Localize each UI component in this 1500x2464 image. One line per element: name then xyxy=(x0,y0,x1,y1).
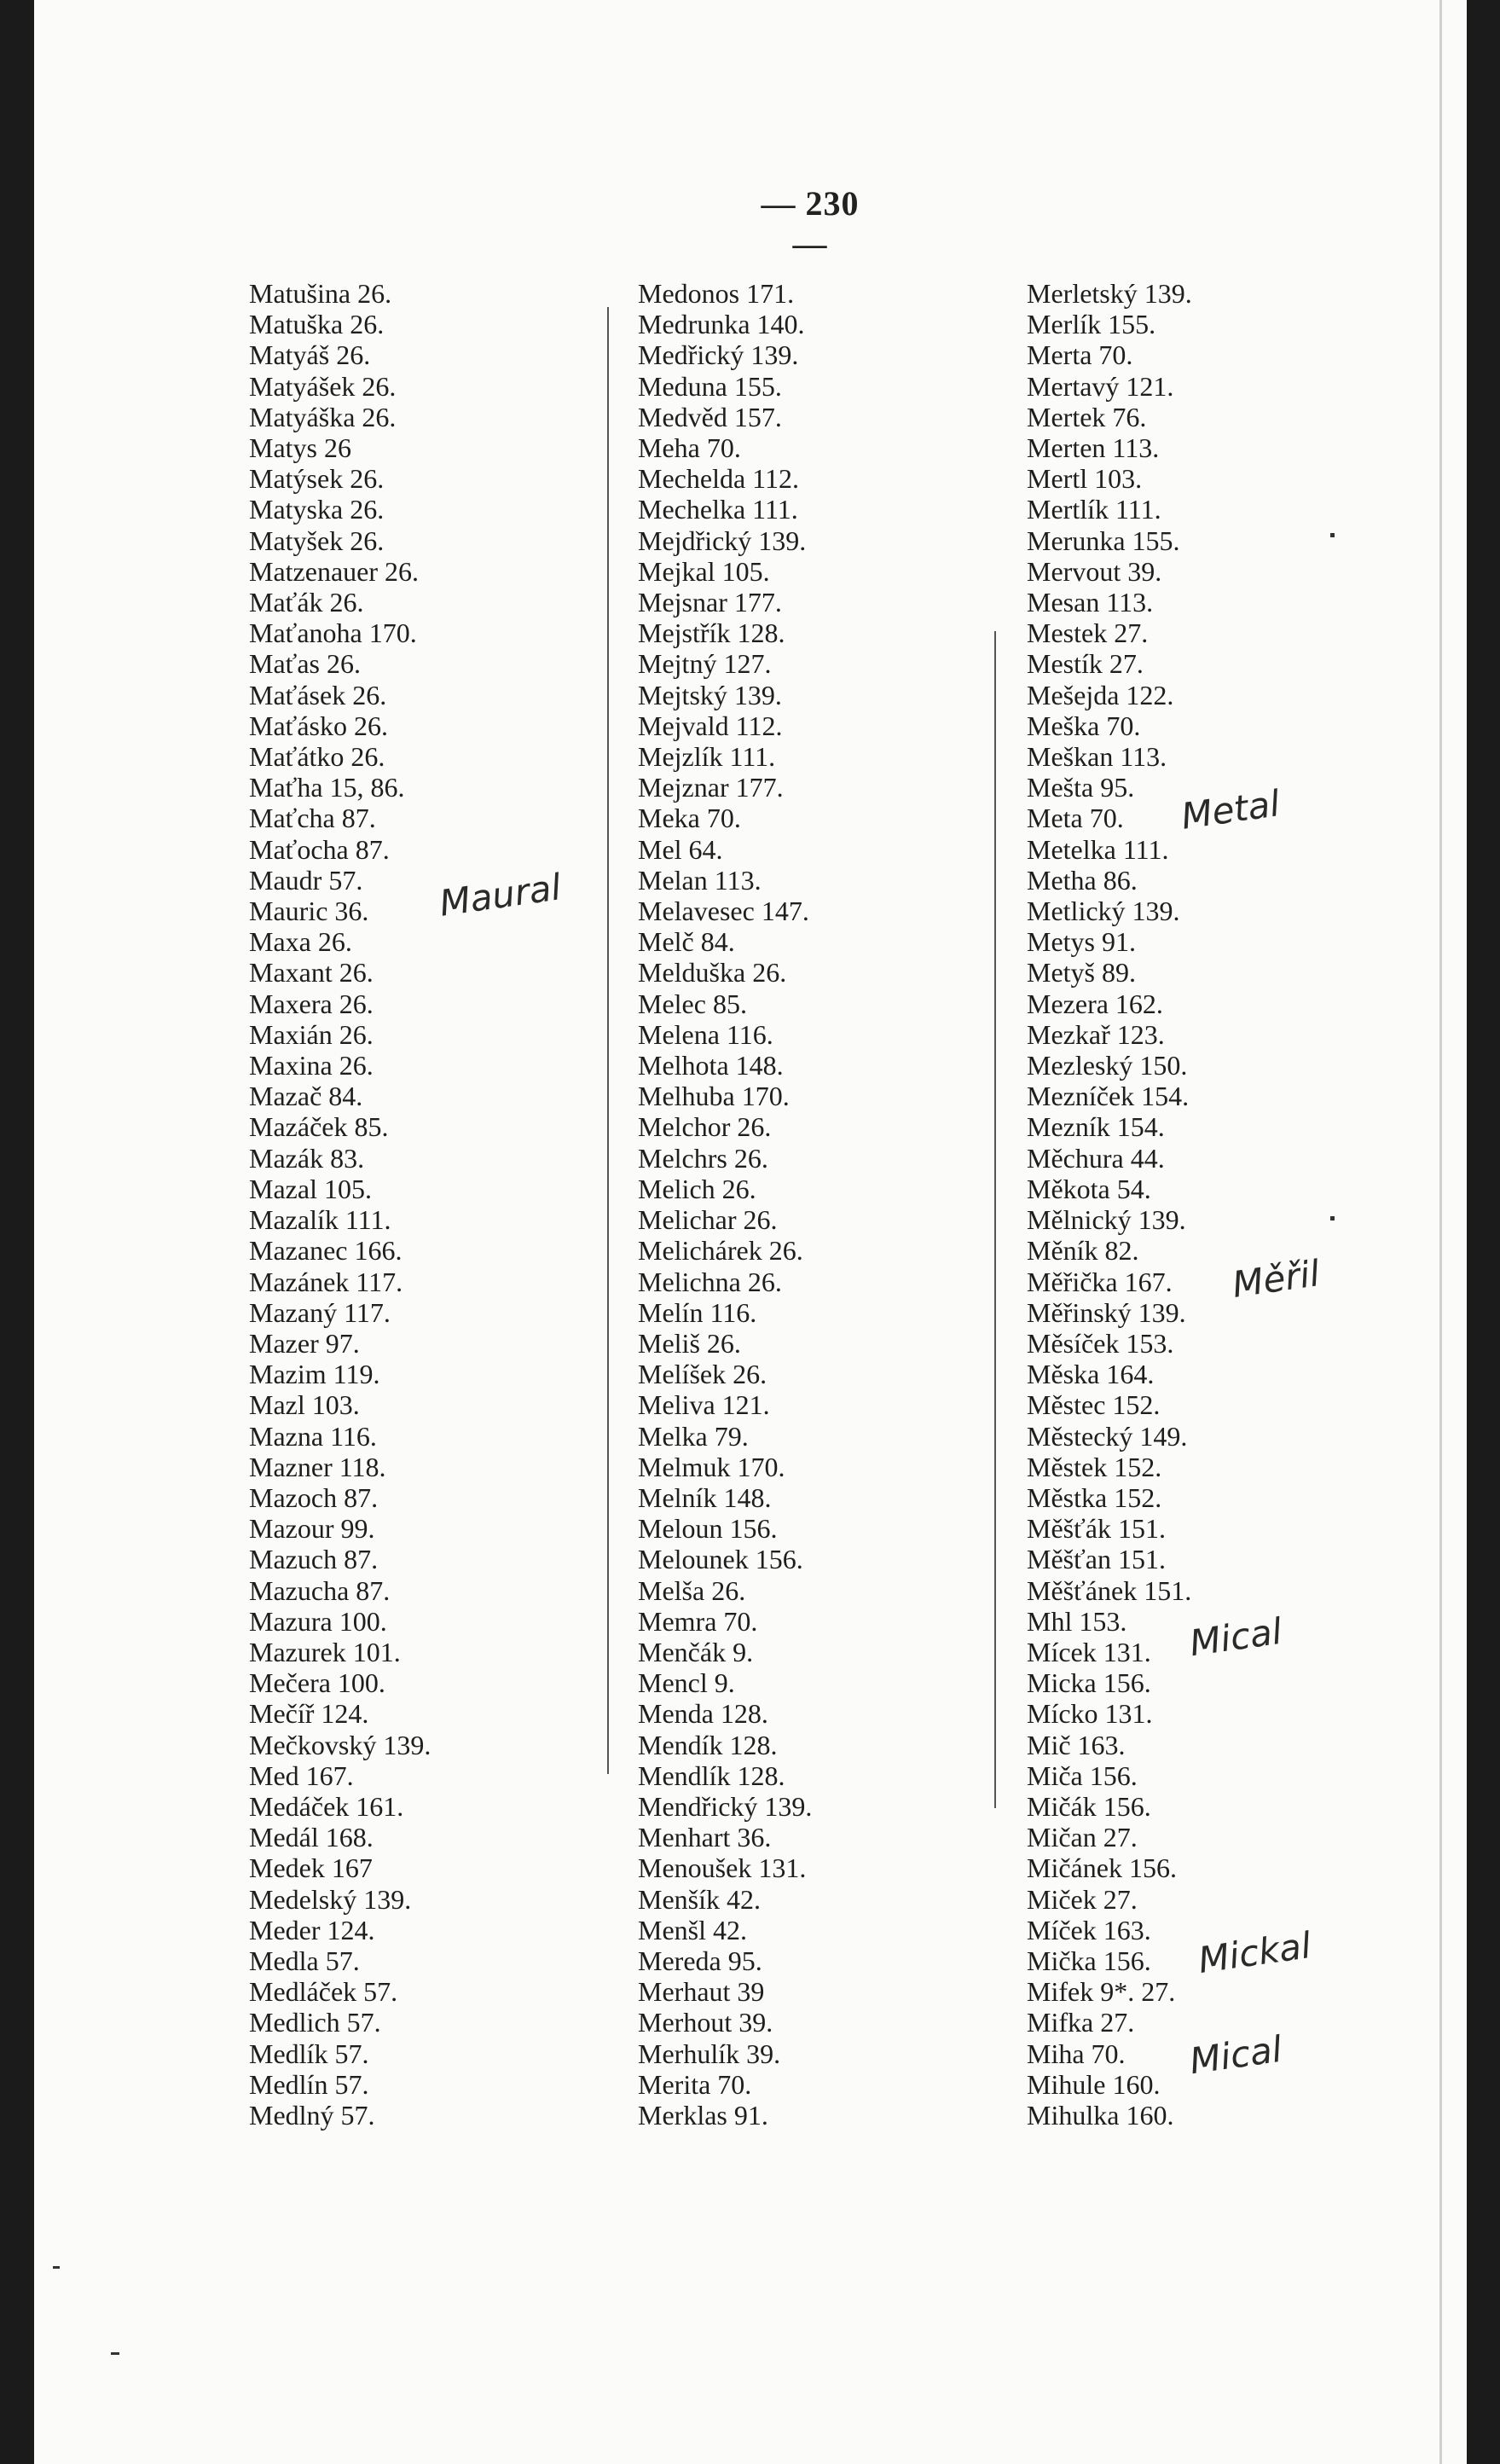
index-entry: Měšťan 151. xyxy=(1027,1544,1166,1575)
index-entry: Mazáček 85. xyxy=(249,1111,389,1143)
index-entry: Maxa 26. xyxy=(249,926,352,958)
index-entry: Merhulík 39. xyxy=(638,2038,781,2069)
index-entry: Mezkař 123. xyxy=(1027,1018,1165,1050)
index-entry: Mazal 105. xyxy=(249,1173,372,1204)
index-entry: Mestek 27. xyxy=(1027,617,1149,649)
index-entry: Mazák 83. xyxy=(249,1142,365,1174)
index-entry: Metys 91. xyxy=(1027,926,1136,958)
index-entry: Matzenauer 26. xyxy=(249,555,420,587)
index-entry: Metyš 89. xyxy=(1027,957,1136,988)
index-entry: Městek 152. xyxy=(1027,1451,1162,1482)
index-entry: Menšl 42. xyxy=(638,1914,747,1945)
index-entry: Melavesec 147. xyxy=(638,896,809,927)
index-entry: Maťcha 87. xyxy=(249,803,376,834)
index-entry: Mhl 153. xyxy=(1027,1605,1127,1637)
index-entry: Mazna 116. xyxy=(249,1420,377,1452)
index-entry: Merletský 139. xyxy=(1027,278,1192,309)
index-entry: Merhaut 39 xyxy=(638,1976,765,2008)
index-entry: Matyšek 26. xyxy=(249,525,385,556)
index-entry: Měska 164. xyxy=(1027,1359,1155,1390)
index-entry: Mejkal 105. xyxy=(638,555,770,587)
page-number: — 230 — xyxy=(761,184,860,263)
index-entry: Mícek 131. xyxy=(1027,1636,1151,1667)
index-entry: Maťha 15, 86. xyxy=(249,772,405,803)
index-entry: Mazuch 87. xyxy=(249,1544,379,1575)
index-entry: Menoušek 131. xyxy=(638,1852,807,1884)
index-entry: Mifka 27. xyxy=(1027,2007,1135,2038)
index-entry: Městka 152. xyxy=(1027,1481,1162,1513)
index-entry: Melín 116. xyxy=(638,1296,757,1328)
index-entry: Metlický 139. xyxy=(1027,896,1180,927)
index-entry: Měník 82. xyxy=(1027,1235,1139,1267)
handwritten-note-mickal: Mickal xyxy=(1196,1924,1314,1981)
index-entry: Metelka 111. xyxy=(1027,833,1169,865)
index-entry: Medlík 57. xyxy=(249,2038,369,2069)
index-entry: Mauric 36. xyxy=(249,896,369,927)
index-entry: Mazanec 166. xyxy=(249,1235,403,1267)
index-entry: Meha 70. xyxy=(638,432,741,464)
index-entry: Melč 84. xyxy=(638,926,735,958)
index-entry: Mejtný 127. xyxy=(638,648,772,680)
index-entry: Meloun 156. xyxy=(638,1513,778,1545)
page-edge xyxy=(1439,0,1442,2464)
index-entry: Mazoch 87. xyxy=(249,1481,379,1513)
index-entry: Mendlík 128. xyxy=(638,1760,785,1791)
index-entry: Měkota 54. xyxy=(1027,1173,1151,1204)
index-entry: Maťas 26. xyxy=(249,648,361,680)
index-entry: Medál 168. xyxy=(249,1822,374,1853)
ink-speck xyxy=(1330,533,1335,537)
index-entry: Meškan 113. xyxy=(1027,741,1167,773)
index-entry: Měřinský 139. xyxy=(1027,1296,1186,1328)
index-entry: Melan 113. xyxy=(638,864,762,896)
name-column-2 xyxy=(638,278,812,2131)
column-divider-left xyxy=(607,307,609,1774)
index-entry: Mel 64. xyxy=(638,833,723,865)
index-entry: Mendík 128. xyxy=(638,1729,778,1760)
index-entry: Med 167. xyxy=(249,1760,354,1791)
index-entry: Matyášek 26. xyxy=(249,370,397,402)
index-entry: Maťák 26. xyxy=(249,587,364,618)
index-entry: Mestík 27. xyxy=(1027,648,1144,680)
index-entry: Mendřický 139. xyxy=(638,1790,813,1822)
index-entry: Medonos 171. xyxy=(638,278,795,309)
handwritten-note-meril: Měřil xyxy=(1230,1252,1323,1306)
index-entry: Mazl 103. xyxy=(249,1389,360,1421)
index-entry: Melník 148. xyxy=(638,1481,772,1513)
index-entry: Mičánek 156. xyxy=(1027,1852,1177,1884)
index-entry: Maxera 26. xyxy=(249,988,374,1019)
index-entry: Matyáška 26. xyxy=(249,401,397,432)
index-entry: Medek 167 xyxy=(249,1852,373,1884)
index-entry: Melša 26. xyxy=(638,1574,746,1606)
index-entry: Mazer 97. xyxy=(249,1327,360,1359)
index-entry: Mečera 100. xyxy=(249,1667,385,1699)
index-entry: Měchura 44. xyxy=(1027,1142,1165,1174)
index-entry: Mechelda 112. xyxy=(638,463,799,495)
index-entry: Melmuk 170. xyxy=(638,1451,785,1482)
index-entry: Meliš 26. xyxy=(638,1327,741,1359)
index-entry: Mihule 160. xyxy=(1027,2068,1161,2100)
index-entry: Meška 70. xyxy=(1027,710,1141,741)
index-entry: Městecký 149. xyxy=(1027,1420,1188,1452)
index-entry: Mečkovský 139. xyxy=(249,1729,431,1760)
index-entry: Merten 113. xyxy=(1027,432,1160,464)
index-entry: Mešejda 122. xyxy=(1027,679,1174,710)
index-entry: Mazurek 101. xyxy=(249,1636,401,1667)
index-entry: Matyáš 26. xyxy=(249,339,371,371)
ink-speck xyxy=(53,2266,60,2269)
index-entry: Medla 57. xyxy=(249,1945,360,1976)
index-entry: Merunka 155. xyxy=(1027,525,1180,556)
index-entry: Mejznar 177. xyxy=(638,772,784,803)
index-entry: Mazour 99. xyxy=(249,1513,375,1545)
index-entry: Matušina 26. xyxy=(249,278,392,309)
index-entry: Matuška 26. xyxy=(249,309,385,340)
index-entry: Mešta 95. xyxy=(1027,772,1135,803)
index-entry: Mereda 95. xyxy=(638,1945,762,1976)
index-entry: Mazura 100. xyxy=(249,1605,387,1637)
index-entry: Medláček 57. xyxy=(249,1976,398,2008)
index-entry: Metha 86. xyxy=(1027,864,1138,896)
index-entry: Melounek 156. xyxy=(638,1544,803,1575)
index-entry: Mič 163. xyxy=(1027,1729,1126,1760)
name-column-1 xyxy=(249,278,431,2131)
index-entry: Merta 70. xyxy=(1027,339,1133,371)
index-entry: Mazalík 111. xyxy=(249,1204,391,1236)
index-entry: Meduna 155. xyxy=(638,370,782,402)
index-entry: Melchrs 26. xyxy=(638,1142,768,1174)
index-entry: Merlík 155. xyxy=(1027,309,1156,340)
index-entry: Melena 116. xyxy=(638,1018,773,1050)
index-entry: Medelský 139. xyxy=(249,1883,412,1915)
index-entry: Merhout 39. xyxy=(638,2007,773,2038)
index-entry: Micka 156. xyxy=(1027,1667,1151,1699)
index-entry: Mělnický 139. xyxy=(1027,1204,1186,1236)
index-entry: Mejvald 112. xyxy=(638,710,783,741)
index-entry: Melchor 26. xyxy=(638,1111,772,1143)
index-entry: Mejstřík 128. xyxy=(638,617,785,649)
index-entry: Medlich 57. xyxy=(249,2007,381,2038)
index-entry: Matys 26 xyxy=(249,432,351,464)
index-entry: Mička 156. xyxy=(1027,1945,1151,1976)
index-entry: Mertavý 121. xyxy=(1027,370,1174,402)
index-entry: Miča 156. xyxy=(1027,1760,1138,1791)
index-entry: Mezníček 154. xyxy=(1027,1081,1190,1112)
index-entry: Mervout 39. xyxy=(1027,555,1162,587)
index-entry: Měsíček 153. xyxy=(1027,1327,1174,1359)
handwritten-note-metal: Metal xyxy=(1179,782,1283,838)
index-entry: Maťátko 26. xyxy=(249,741,385,773)
index-entry: Mazucha 87. xyxy=(249,1574,391,1606)
index-entry: Medlný 57. xyxy=(249,2099,375,2131)
index-entry: Melhuba 170. xyxy=(638,1081,790,1112)
index-entry: Memra 70. xyxy=(638,1605,758,1637)
index-entry: Mifek 9*. 27. xyxy=(1027,1976,1176,2008)
index-entry: Menčák 9. xyxy=(638,1636,754,1667)
index-entry: Maťásko 26. xyxy=(249,710,388,741)
index-entry: Maxant 26. xyxy=(249,957,374,988)
ink-speck xyxy=(1330,1216,1335,1220)
name-column-3 xyxy=(1027,278,1192,2131)
index-entry: Melka 79. xyxy=(638,1420,749,1452)
index-entry: Mečíř 124. xyxy=(249,1698,369,1730)
handwritten-note-maural: Maural xyxy=(437,866,564,925)
index-entry: Meder 124. xyxy=(249,1914,375,1945)
index-entry: Melichárek 26. xyxy=(638,1235,803,1267)
index-entry: Matýsek 26. xyxy=(249,463,385,495)
index-entry: Merklas 91. xyxy=(638,2099,768,2131)
index-entry: Mihulka 160. xyxy=(1027,2099,1174,2131)
index-entry: Menšík 42. xyxy=(638,1883,761,1915)
ink-speck xyxy=(111,2352,119,2355)
index-entry: Měšťánek 151. xyxy=(1027,1574,1192,1606)
index-entry: Merita 70. xyxy=(638,2068,752,2100)
index-entry: Mazim 119. xyxy=(249,1359,380,1390)
index-entry: Mejdřický 139. xyxy=(638,525,807,556)
index-entry: Miha 70. xyxy=(1027,2038,1126,2069)
index-entry: Menhart 36. xyxy=(638,1822,772,1853)
index-entry: Mezleský 150. xyxy=(1027,1050,1188,1081)
index-entry: Maťocha 87. xyxy=(249,833,390,865)
index-entry: Mejtský 139. xyxy=(638,679,782,710)
column-divider-right xyxy=(994,631,996,1808)
index-entry: Mesan 113. xyxy=(1027,587,1154,618)
index-entry: Melec 85. xyxy=(638,988,747,1019)
index-entry: Maťásek 26. xyxy=(249,679,387,710)
index-entry: Medáček 161. xyxy=(249,1790,404,1822)
index-entry: Mazánek 117. xyxy=(249,1266,403,1297)
index-entry: Melhota 148. xyxy=(638,1050,784,1081)
index-entry: Mechelka 111. xyxy=(638,494,798,525)
index-entry: Maudr 57. xyxy=(249,864,363,896)
index-entry: Miček 27. xyxy=(1027,1883,1138,1915)
index-entry: Melichar 26. xyxy=(638,1204,778,1236)
index-entry: Melichna 26. xyxy=(638,1266,782,1297)
index-entry: Mícko 131. xyxy=(1027,1698,1153,1730)
index-entry: Menda 128. xyxy=(638,1698,768,1730)
index-entry: Maxián 26. xyxy=(249,1018,374,1050)
index-entry: Mezník 154. xyxy=(1027,1111,1165,1143)
index-entry: Mičan 27. xyxy=(1027,1822,1138,1853)
index-entry: Mazaný 117. xyxy=(249,1296,391,1328)
index-entry: Mertlík 111. xyxy=(1027,494,1161,525)
index-entry: Meliva 121. xyxy=(638,1389,770,1421)
index-entry: Míček 163. xyxy=(1027,1914,1151,1945)
index-entry: Medřický 139. xyxy=(638,339,799,371)
index-entry: Mejzlík 111. xyxy=(638,741,776,773)
index-entry: Měšťák 151. xyxy=(1027,1513,1166,1545)
index-entry: Mazner 118. xyxy=(249,1451,386,1482)
index-entry: Mazač 84. xyxy=(249,1081,363,1112)
index-entry: Medlín 57. xyxy=(249,2068,369,2100)
index-entry: Maťanoha 170. xyxy=(249,617,417,649)
index-entry: Mejsnar 177. xyxy=(638,587,782,618)
index-entry: Městec 152. xyxy=(1027,1389,1161,1421)
index-entry: Medrunka 140. xyxy=(638,309,805,340)
index-entry: Mencl 9. xyxy=(638,1667,735,1699)
index-entry: Melíšek 26. xyxy=(638,1359,767,1390)
handwritten-note-mical-1: Mical xyxy=(1187,1609,1285,1665)
index-entry: Maxina 26. xyxy=(249,1050,374,1081)
index-entry: Melduška 26. xyxy=(638,957,787,988)
index-entry: Mezera 162. xyxy=(1027,988,1163,1019)
index-entry: Meta 70. xyxy=(1027,803,1124,834)
index-entry: Melich 26. xyxy=(638,1173,756,1204)
handwritten-note-mical-2: Mical xyxy=(1187,2027,1285,2083)
index-entry: Mertek 76. xyxy=(1027,401,1147,432)
index-entry: Měřička 167. xyxy=(1027,1266,1173,1297)
index-entry: Mičák 156. xyxy=(1027,1790,1151,1822)
index-entry: Mertl 103. xyxy=(1027,463,1143,495)
index-entry: Meka 70. xyxy=(638,803,741,834)
index-entry: Matyska 26. xyxy=(249,494,385,525)
index-entry: Medvěd 157. xyxy=(638,401,782,432)
